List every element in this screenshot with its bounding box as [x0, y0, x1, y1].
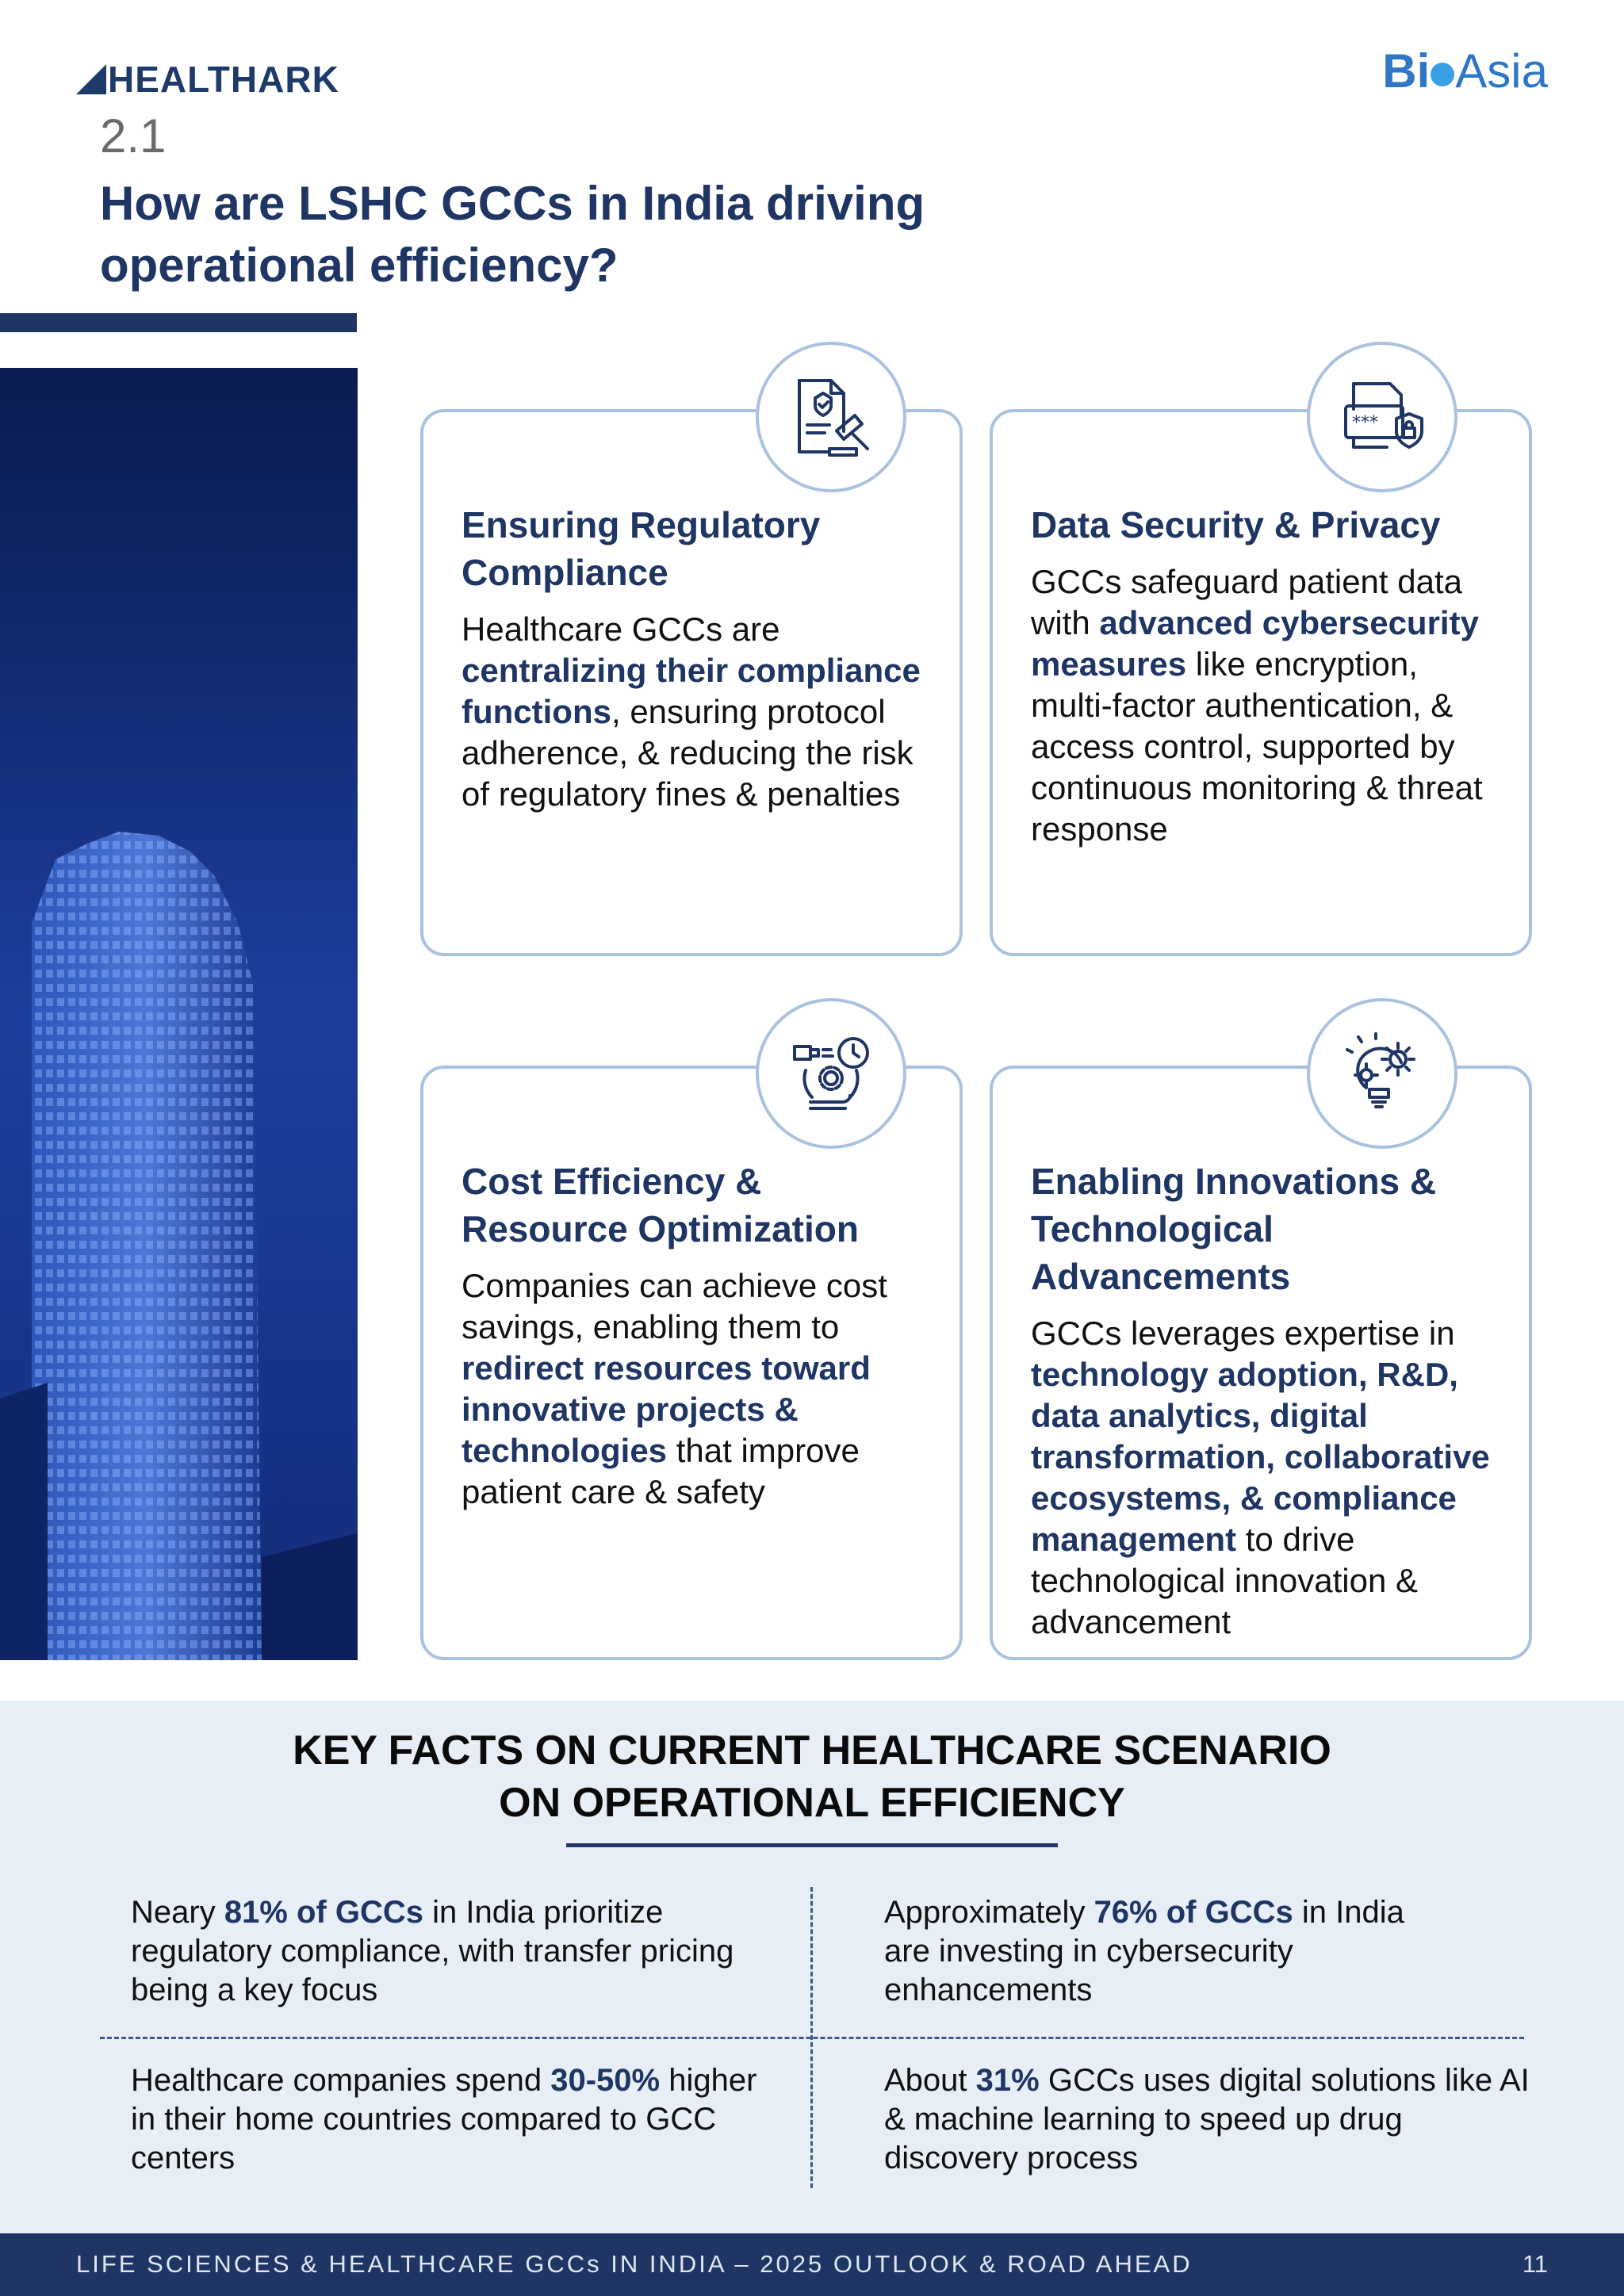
card-cost-efficiency	[420, 1066, 963, 1660]
title-accent-bar	[0, 313, 357, 332]
card-body: Healthcare GCCs are centralizing their compliance functions, ensuring protocol adherence, & reducing the risk of regulatory fines & penalties	[462, 610, 921, 813]
card-innovation	[990, 1066, 1532, 1660]
card-body: Companies can achieve cost savings, enabling them to redirect resources toward innovative projects & technologies that improve patient care & safety	[462, 1267, 887, 1510]
card-title: Data Security & Privacy	[1031, 504, 1441, 545]
healthark-logo: HEALTHARK	[76, 55, 339, 103]
logo-dot-icon	[1431, 63, 1454, 86]
key-facts-underline	[566, 1843, 1058, 1847]
fact-item: Neary 81% of GCCs in India prioritize regulatory compliance, with transfer pricing being a key focus	[131, 1895, 734, 2007]
fact-item: Healthcare companies spend 30-50% higher in their home countries compared to GCC centers	[131, 2063, 757, 2175]
card-title: Enabling Innovations & Technological Advancements	[1031, 1161, 1437, 1297]
bioasia-logo: Bi Asia	[1382, 44, 1548, 98]
card-title: Ensuring Regulatory Compliance	[462, 504, 821, 593]
card-body: GCCs leverages expertise in technology adoption, R&D, data analytics, digital transformation, collaborative ecosystems, & compliance management to drive technological innovation & advancement	[1031, 1314, 1490, 1640]
cost-optimization-gears-icon	[756, 998, 906, 1149]
data-lock-shield-icon	[1307, 342, 1457, 492]
fact-item: About 31% GCCs uses digital solutions like AI & machine learning to speed up drug discovery process	[884, 2063, 1530, 2175]
logo-triangle-icon	[76, 64, 106, 94]
page-number: 11	[1522, 2250, 1548, 2278]
card-title: Cost Efficiency & Resource Optimization	[462, 1161, 859, 1249]
key-facts-title: KEY FACTS ON CURRENT HEALTHCARE SCENARIO ON OPERATIONAL EFFICIENCY	[293, 1728, 1331, 1826]
card-regulatory-compliance	[420, 409, 963, 956]
section-number: 2.1	[100, 109, 167, 163]
building-image	[0, 368, 358, 1660]
facts-horizontal-divider	[100, 2037, 1524, 2039]
innovation-lightbulb-gear-icon	[1307, 998, 1457, 1149]
fact-item: Approximately 76% of GCCs in India are investing in cybersecurity enhancements	[884, 1895, 1404, 2007]
svg-text:***: ***	[1352, 413, 1378, 433]
page-title: How are LSHC GCCs in India driving operational efficiency?	[100, 177, 925, 292]
footer-text: LIFE SCIENCES & HEALTHCARE GCCs IN INDIA – 2025 OUTLOOK & ROAD AHEAD	[76, 2250, 1193, 2278]
regulatory-document-gavel-icon	[756, 342, 906, 492]
card-data-security	[990, 409, 1532, 956]
card-body: GCCs safeguard patient data with advanced cybersecurity measures like encryption, multi-factor authentication, & access control, supported by continuous monitoring & threat response	[1031, 563, 1483, 848]
